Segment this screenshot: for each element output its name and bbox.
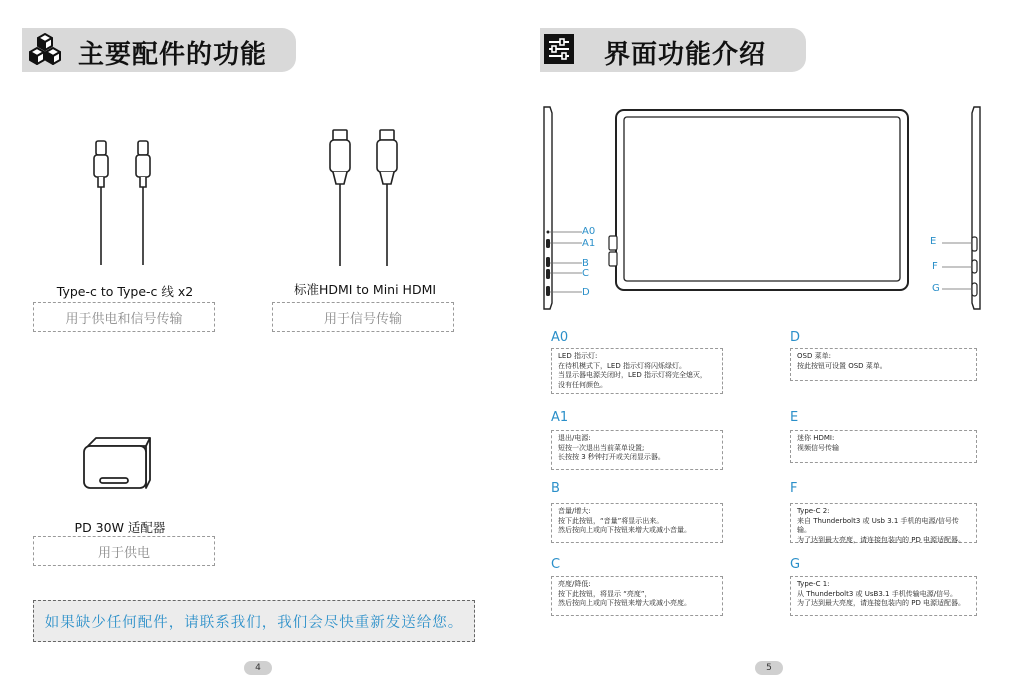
section-letter-d: D <box>790 330 801 345</box>
section-c-line: 然后按向上或向下按钮来增大或减小亮度。 <box>558 599 691 607</box>
hdmi-cable-caption: 标准HDMI to Mini HDMI <box>293 282 437 297</box>
section-d-line: 按此按钮可设置 OSD 菜单。 <box>797 361 887 370</box>
left-header-bar <box>22 28 296 72</box>
page-number-right: 5 <box>755 661 783 675</box>
section-f-line: Type-C 2: <box>797 507 830 515</box>
usb-c-cable-purpose: 用于供电和信号传输 <box>33 302 215 332</box>
section-g-line: Type-C 1: <box>797 580 830 588</box>
section-a0-line: 当显示器电源关闭时，LED 指示灯将完全熄灭， <box>558 371 707 379</box>
usb-c-cable-illustration <box>85 135 165 265</box>
section-c-line: 亮度/降低: <box>558 580 591 588</box>
section-a0-line: 在待机模式下，LED 指示灯将闪烁绿灯。 <box>558 361 686 370</box>
cubes-icon <box>28 32 62 66</box>
pd-adapter-purpose: 用于供电 <box>33 536 215 566</box>
section-letter-a0: A0 <box>551 330 569 345</box>
port-label-c: C <box>582 268 589 279</box>
port-label-d: D <box>582 287 590 298</box>
port-label-a0: A0 <box>582 226 596 237</box>
section-box-e <box>790 430 977 463</box>
section-box-g <box>790 576 977 616</box>
section-d-line: OSD 菜单: <box>797 352 831 360</box>
page-number-left: 4 <box>244 661 272 675</box>
right-page-title: 界面功能介绍 <box>604 40 767 70</box>
section-letter-e: E <box>790 410 799 425</box>
section-letter-c: C <box>551 557 561 572</box>
section-box-a0 <box>551 348 723 394</box>
missing-accessory-notice: 如果缺少任何配件，请联系我们，我们会尽快重新发送给您。 <box>33 600 475 642</box>
monitor-front-view <box>608 108 913 292</box>
section-f-line: 为了达到最大亮度，请连接包装内的 PD 电源适配器。 <box>797 535 966 544</box>
section-c-line: 按下此按钮，将显示 “亮度”， <box>558 589 652 598</box>
section-letter-a1: A1 <box>551 410 569 425</box>
section-letter-b: B <box>551 481 560 496</box>
port-label-a1: A1 <box>582 238 596 249</box>
port-label-e: E <box>930 236 937 247</box>
section-b-line: 按下此按钮，“音量”将显示出来。 <box>558 516 664 525</box>
port-leader-lines-right <box>942 240 972 292</box>
left-page-title: 主要配件的功能 <box>78 40 268 70</box>
section-a0-line: 没有任何颜色。 <box>558 380 607 389</box>
section-f-line: 来自 Thunderbolt3 或 Usb 3.1 手机的电源/信号传输。 <box>797 516 959 534</box>
section-a1-line: 退出/电源: <box>558 434 591 442</box>
section-box-b <box>551 503 723 543</box>
section-g-line: 为了达到最大亮度，请连接包装内的 PD 电源适配器。 <box>797 599 966 607</box>
section-letter-g: G <box>790 557 801 572</box>
section-b-line: 然后按向上或向下按钮来增大或减小音量。 <box>558 526 691 534</box>
section-box-d <box>790 348 977 381</box>
section-a1-line: 长按按 3 秒钟打开或关闭显示器。 <box>558 453 665 461</box>
hdmi-cable-purpose: 用于信号传输 <box>272 302 454 332</box>
section-e-line: 视频信号传输 <box>797 443 839 452</box>
section-b-line: 音量/增大: <box>558 507 591 515</box>
section-box-f <box>790 503 977 543</box>
section-box-a1 <box>551 430 723 470</box>
port-label-f: F <box>932 261 938 272</box>
port-label-g: G <box>932 283 940 294</box>
port-label-b: B <box>582 258 589 269</box>
hdmi-cable-illustration <box>322 126 412 266</box>
usb-c-cable-caption: Type-c to Type-c 线 x2 <box>56 284 194 299</box>
right-header-bar <box>540 28 806 72</box>
section-g-line: 从 Thunderbolt3 或 UsB3.1 手机传输电源/信号。 <box>797 589 958 598</box>
section-a1-line: 短按一次退出当前菜单设置; <box>558 443 645 452</box>
pd-adapter-illustration <box>80 432 160 494</box>
pd-adapter-caption: PD 30W 适配器 <box>74 520 166 535</box>
port-leader-lines-left <box>550 230 584 300</box>
section-letter-f: F <box>790 481 798 496</box>
sliders-icon <box>542 32 576 66</box>
section-e-line: 迷你 HDMI: <box>797 434 835 442</box>
section-box-c <box>551 576 723 616</box>
section-a0-line: LED 指示灯: <box>558 352 598 360</box>
